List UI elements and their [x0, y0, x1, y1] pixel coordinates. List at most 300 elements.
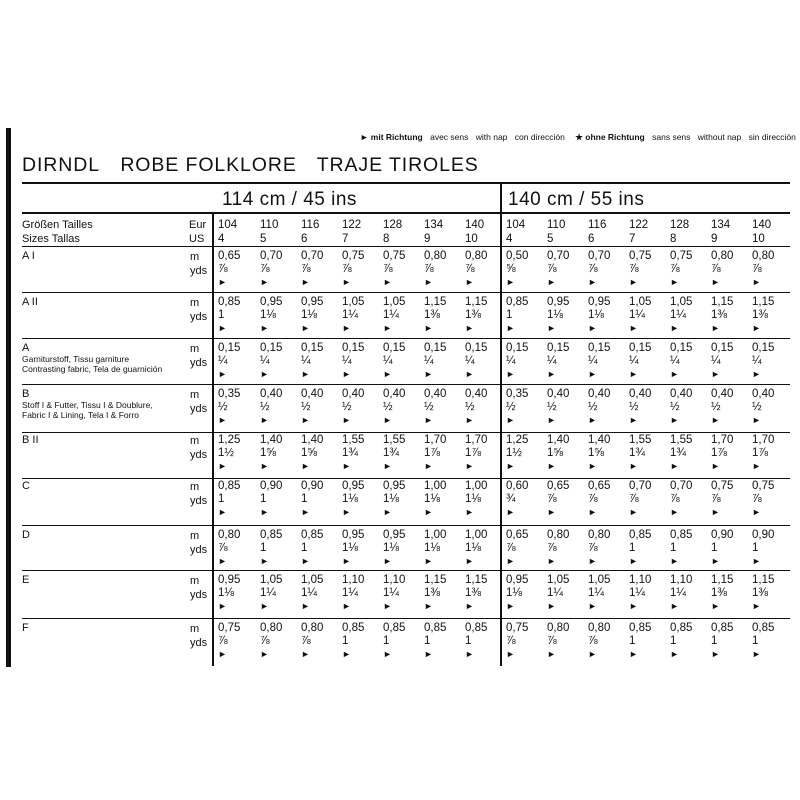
unit-yds: yds	[190, 449, 208, 461]
yards-value: ¼	[629, 355, 639, 367]
yardage-cell	[547, 480, 569, 519]
meters-value: 1,15	[711, 574, 734, 586]
yards-value: 1⅜	[711, 587, 727, 599]
with-nap-arrow-icon: ►	[424, 415, 433, 425]
with-nap-fr: avec sens	[430, 132, 469, 142]
unit-m: m	[190, 481, 200, 493]
meters-value: 0,40	[547, 388, 570, 400]
yardage-cell	[629, 529, 651, 568]
yardage-cell	[301, 622, 323, 661]
yardage-cell	[424, 574, 446, 613]
with-nap-arrow-icon: ►	[670, 556, 679, 566]
yards-value: 1	[260, 493, 267, 505]
with-nap-arrow-icon: ►	[711, 277, 720, 287]
yards-value: ¼	[547, 355, 557, 367]
meters-value: 0,40	[383, 388, 406, 400]
with-nap-arrow-icon: ►	[588, 323, 597, 333]
yardage-cell	[342, 296, 364, 335]
yards-value: ⅞	[218, 263, 228, 275]
meters-value: 1,25	[506, 434, 529, 446]
meters-value: 0,80	[218, 529, 241, 541]
yards-value: ⅞	[383, 263, 393, 275]
yards-value: ⅞	[588, 493, 598, 505]
size-us: 7	[342, 233, 349, 245]
with-nap-arrow-icon: ►	[547, 461, 556, 471]
yardage-cell	[629, 574, 651, 613]
size-header-line1: Größen Tailles	[22, 219, 93, 231]
yards-value: ⅞	[670, 493, 680, 505]
yardage-cell	[218, 250, 240, 289]
meters-value: 0,95	[342, 529, 365, 541]
yardage-cell	[670, 250, 692, 289]
with-nap-arrow-icon: ►	[218, 323, 227, 333]
yardage-cell	[218, 296, 240, 335]
with-nap-arrow-icon: ►	[588, 556, 597, 566]
piece-name: C	[22, 480, 30, 492]
size-column-header	[465, 218, 484, 246]
with-nap-arrow-icon: ►	[301, 415, 310, 425]
yards-value: ⅞	[547, 493, 557, 505]
yards-value: 1	[218, 493, 225, 505]
yards-value: 1¼	[629, 587, 645, 599]
meters-value: 1,70	[424, 434, 447, 446]
yardage-cell	[260, 342, 282, 381]
with-nap-arrow-icon: ►	[342, 601, 351, 611]
with-nap-arrow-icon: ►	[670, 461, 679, 471]
piece-name: E	[22, 574, 30, 586]
size-eur: 104	[506, 219, 526, 231]
with-nap-arrow-icon: ►	[218, 277, 227, 287]
yards-value: ½	[465, 401, 475, 413]
with-nap-arrow-icon: ►	[588, 461, 597, 471]
yards-value: 1	[342, 635, 349, 647]
size-us: 4	[218, 233, 225, 245]
yardage-cell	[342, 480, 364, 519]
yards-value: 1¼	[670, 309, 686, 321]
yards-value: ⅞	[506, 635, 516, 647]
with-nap-arrow-icon: ►	[424, 461, 433, 471]
with-nap-arrow-icon: ►	[588, 649, 597, 659]
title-de: DIRNDL	[22, 154, 100, 176]
meters-value: 0,95	[301, 296, 324, 308]
yardage-cell	[342, 574, 364, 613]
yardage-cell	[629, 296, 651, 335]
size-eur: 104	[218, 219, 238, 231]
size-column-header	[588, 218, 606, 246]
piece-name: B II	[22, 434, 39, 446]
yardage-cell	[711, 529, 733, 568]
meters-value: 0,80	[752, 250, 775, 262]
yards-value: ½	[670, 401, 680, 413]
with-nap-arrow-icon: ►	[383, 556, 392, 566]
with-nap-arrow-icon: ►	[752, 556, 761, 566]
with-nap-arrow-icon: ►	[465, 556, 474, 566]
yardage-cell	[752, 480, 774, 519]
yardage-cell	[465, 388, 487, 427]
size-eur: 116	[301, 219, 320, 231]
with-nap-arrow-icon: ►	[342, 649, 351, 659]
without-nap-es: sin dirección	[748, 132, 796, 142]
unit-m: m	[190, 530, 200, 542]
yards-value: 1⅛	[301, 309, 317, 321]
unit-yds: yds	[190, 265, 208, 277]
yardage-cell	[301, 434, 323, 473]
with-nap-arrow-icon: ►	[383, 323, 392, 333]
meters-value: 0,70	[547, 250, 570, 262]
meters-value: 0,85	[218, 480, 241, 492]
yards-value: ⅞	[301, 635, 311, 647]
without-nap-label: ★ ohne Richtung	[575, 132, 645, 142]
meters-value: 0,85	[301, 529, 324, 541]
yards-value: 1⅛	[218, 587, 234, 599]
with-nap-arrow-icon: ►	[301, 323, 310, 333]
with-nap-arrow-icon: ►	[383, 507, 392, 517]
size-us: 6	[588, 233, 595, 245]
meters-value: 0,65	[588, 480, 611, 492]
with-nap-arrow-icon: ►	[342, 556, 351, 566]
meters-value: 0,15	[670, 342, 693, 354]
yards-value: 1¼	[588, 587, 604, 599]
meters-value: 0,40	[465, 388, 488, 400]
with-nap-arrow-icon: ►	[424, 323, 433, 333]
with-nap-arrow-icon: ►	[342, 323, 351, 333]
yardage-cell	[383, 574, 405, 613]
us-label: US	[189, 233, 205, 245]
meters-value: 0,15	[465, 342, 488, 354]
with-nap-arrow-icon: ►	[260, 507, 269, 517]
yards-value: ½	[301, 401, 311, 413]
with-nap-arrow-icon: ►	[301, 277, 310, 287]
meters-value: 1,05	[588, 574, 611, 586]
yardage-cell	[260, 529, 282, 568]
yardage-cell	[752, 388, 774, 427]
yardage-cell	[301, 480, 323, 519]
meters-value: 1,00	[465, 529, 488, 541]
size-eur: 110	[260, 219, 279, 231]
size-column-header	[506, 218, 525, 246]
yards-value: 1¾	[342, 447, 358, 459]
yardage-cell	[301, 250, 323, 289]
with-nap-arrow-icon: ►	[752, 323, 761, 333]
with-nap-arrow-icon: ►	[629, 507, 638, 517]
yardage-cell	[588, 529, 610, 568]
meters-value: 0,65	[547, 480, 570, 492]
yardage-cell	[424, 296, 446, 335]
yards-value: ⅞	[260, 263, 270, 275]
yardage-cell	[260, 480, 282, 519]
with-nap-arrow-icon: ►	[629, 323, 638, 333]
yardage-cell	[218, 529, 240, 568]
meters-value: 0,65	[218, 250, 241, 262]
with-nap-label: ► mit Richtung	[360, 132, 423, 142]
row-label	[22, 342, 162, 374]
meters-value: 1,10	[629, 574, 652, 586]
yardage-cell	[629, 480, 651, 519]
yards-value: ½	[752, 401, 762, 413]
with-nap-arrow-icon: ►	[506, 369, 515, 379]
size-eur: 134	[424, 219, 444, 231]
with-nap-arrow-icon: ►	[342, 507, 351, 517]
with-nap-arrow-icon: ►	[301, 369, 310, 379]
with-nap-arrow-icon: ►	[465, 601, 474, 611]
yardage-cell	[301, 342, 323, 381]
meters-value: 0,85	[218, 296, 241, 308]
yardage-cell	[588, 388, 610, 427]
size-column-header	[547, 218, 565, 246]
size-us: 5	[547, 233, 554, 245]
unit-m: m	[190, 297, 200, 309]
size-column-header	[711, 218, 730, 246]
size-eur: 122	[342, 219, 362, 231]
meters-value: 0,80	[588, 622, 611, 634]
with-nap-arrow-icon: ►	[465, 369, 474, 379]
yardage-cell	[547, 296, 569, 335]
size-eur: 134	[711, 219, 731, 231]
with-nap-arrow-icon: ►	[260, 277, 269, 287]
row-separator	[22, 525, 790, 526]
meters-value: 0,40	[670, 388, 693, 400]
with-nap-arrow-icon: ►	[752, 601, 761, 611]
yardage-cell	[465, 529, 487, 568]
size-column-header	[629, 218, 648, 246]
size-system-label	[189, 218, 206, 246]
unit-labels	[190, 574, 207, 602]
meters-value: 0,95	[218, 574, 241, 586]
yards-value: ⅞	[260, 635, 270, 647]
with-nap-arrow-icon: ►	[752, 277, 761, 287]
yards-value: 1⅝	[588, 447, 604, 459]
yardage-cell	[629, 342, 651, 381]
row-separator	[22, 478, 790, 479]
meters-value: 1,05	[547, 574, 570, 586]
meters-value: 0,75	[383, 250, 406, 262]
row-label	[22, 296, 38, 308]
with-nap-arrow-icon: ►	[342, 461, 351, 471]
unit-yds: yds	[190, 637, 208, 649]
with-nap-arrow-icon: ►	[218, 507, 227, 517]
meters-value: 0,60	[506, 480, 529, 492]
yardage-cell	[588, 434, 610, 473]
with-nap-arrow-icon: ►	[506, 601, 515, 611]
with-nap-arrow-icon: ►	[588, 415, 597, 425]
yards-value: 1⅛	[465, 493, 481, 505]
size-column-header	[383, 218, 402, 246]
meters-value: 0,75	[218, 622, 241, 634]
with-nap-arrow-icon: ►	[670, 277, 679, 287]
with-nap-arrow-icon: ►	[752, 461, 761, 471]
unit-yds: yds	[190, 544, 208, 556]
meters-value: 1,05	[629, 296, 652, 308]
with-nap-arrow-icon: ►	[301, 649, 310, 659]
with-nap-arrow-icon: ►	[424, 507, 433, 517]
yardage-cell	[629, 434, 651, 473]
yards-value: 1⅛	[424, 493, 440, 505]
row-separator	[22, 618, 790, 619]
with-nap-arrow-icon: ►	[218, 556, 227, 566]
yardage-cell	[465, 574, 487, 613]
yards-value: 1⅞	[465, 447, 481, 459]
yardage-cell	[342, 622, 364, 661]
with-nap-arrow-icon: ►	[424, 556, 433, 566]
with-nap-arrow-icon: ►	[465, 649, 474, 659]
yards-value: ⅞	[711, 263, 721, 275]
with-nap-arrow-icon: ►	[547, 415, 556, 425]
with-nap-arrow-icon: ►	[670, 323, 679, 333]
title-es: TRAJE TIROLES	[316, 154, 479, 176]
with-nap-arrow-icon: ►	[670, 415, 679, 425]
yardage-cell	[506, 622, 528, 661]
meters-value: 0,15	[752, 342, 775, 354]
title-rule	[22, 182, 790, 184]
meters-value: 0,80	[547, 529, 570, 541]
yards-value: 1¼	[383, 309, 399, 321]
with-nap-arrow-icon: ►	[629, 369, 638, 379]
size-eur: 110	[547, 219, 566, 231]
with-nap-arrow-icon: ►	[465, 277, 474, 287]
meters-value: 0,90	[711, 529, 734, 541]
meters-value: 0,15	[260, 342, 283, 354]
yards-value: 1¾	[670, 447, 686, 459]
with-nap-arrow-icon: ►	[629, 277, 638, 287]
yards-value: ½	[547, 401, 557, 413]
unit-m: m	[190, 389, 200, 401]
with-nap-arrow-icon: ►	[301, 556, 310, 566]
unit-labels	[190, 529, 207, 557]
meters-value: 0,15	[424, 342, 447, 354]
title-fr: ROBE FOLKLORE	[120, 154, 297, 176]
yards-value: ⅞	[547, 542, 557, 554]
yardage-cell	[547, 342, 569, 381]
meters-value: 0,15	[629, 342, 652, 354]
yardage-cell	[424, 250, 446, 289]
yardage-cell	[424, 434, 446, 473]
size-us: 8	[383, 233, 390, 245]
unit-labels	[190, 388, 207, 416]
yardage-cell	[465, 622, 487, 661]
yardage-cell	[424, 342, 446, 381]
yardage-cell	[588, 250, 610, 289]
meters-value: 1,05	[342, 296, 365, 308]
size-us: 9	[424, 233, 431, 245]
with-nap-arrow-icon: ►	[383, 277, 392, 287]
size-eur: 128	[670, 219, 690, 231]
without-nap-fr: sans sens	[652, 132, 691, 142]
meters-value: 0,15	[301, 342, 324, 354]
yardage-cell	[588, 480, 610, 519]
meters-value: 0,85	[752, 622, 775, 634]
with-nap-arrow-icon: ►	[752, 415, 761, 425]
yards-value: 1	[301, 542, 308, 554]
size-eur: 116	[588, 219, 607, 231]
meters-value: 0,95	[260, 296, 283, 308]
meters-value: 0,85	[465, 622, 488, 634]
meters-value: 1,15	[465, 574, 488, 586]
unit-m: m	[190, 251, 200, 263]
yards-value: 1	[629, 635, 636, 647]
yardage-cell	[752, 250, 774, 289]
yardage-cell	[383, 342, 405, 381]
meters-value: 1,15	[424, 296, 447, 308]
meters-value: 0,85	[670, 622, 693, 634]
size-us: 4	[506, 233, 513, 245]
meters-value: 1,05	[260, 574, 283, 586]
yards-value: 1⅜	[752, 587, 768, 599]
yards-value: 1⅝	[547, 447, 563, 459]
with-nap-arrow-icon: ►	[506, 507, 515, 517]
with-nap-arrow-icon: ►	[218, 649, 227, 659]
with-nap-en: with nap	[475, 132, 508, 142]
yards-value: 1	[670, 542, 677, 554]
with-nap-arrow-icon: ►	[711, 601, 720, 611]
meters-value: 0,75	[752, 480, 775, 492]
size-header-line2: Sizes Tallas	[22, 233, 80, 245]
yards-value: 1½	[218, 447, 234, 459]
with-nap-arrow-icon: ►	[711, 369, 720, 379]
size-column-header	[670, 218, 689, 246]
yardage-cell	[547, 434, 569, 473]
with-nap-arrow-icon: ►	[383, 415, 392, 425]
unit-labels	[190, 296, 207, 324]
with-nap-arrow-icon: ►	[260, 556, 269, 566]
with-nap-arrow-icon: ►	[629, 556, 638, 566]
unit-m: m	[190, 435, 200, 447]
with-nap-arrow-icon: ►	[711, 323, 720, 333]
yards-value: 1½	[506, 447, 522, 459]
size-column-header	[342, 218, 361, 246]
yards-value: 1¼	[301, 587, 317, 599]
row-label	[22, 480, 30, 492]
yards-value: 1⅝	[260, 447, 276, 459]
with-nap-arrow-icon: ►	[260, 415, 269, 425]
yards-value: 1	[465, 635, 472, 647]
with-nap-arrow-icon: ►	[218, 415, 227, 425]
yards-value: ¼	[342, 355, 352, 367]
meters-value: 0,75	[670, 250, 693, 262]
yards-value: ⅞	[670, 263, 680, 275]
size-column-header	[218, 218, 237, 246]
with-nap-arrow-icon: ►	[383, 601, 392, 611]
yardage-cell	[629, 388, 651, 427]
yardage-cell	[383, 388, 405, 427]
yards-value: 1¼	[629, 309, 645, 321]
with-nap-arrow-icon: ►	[260, 601, 269, 611]
piece-description: Stoff I & Futter, Tissu I & Doublure,	[22, 400, 153, 410]
unit-m: m	[190, 343, 200, 355]
yardage-cell	[342, 529, 364, 568]
yards-value: 1	[629, 542, 636, 554]
with-nap-arrow-icon: ►	[506, 277, 515, 287]
yards-value: ½	[383, 401, 393, 413]
meters-value: 0,35	[218, 388, 241, 400]
with-nap-arrow-icon: ►	[547, 556, 556, 566]
meters-value: 0,15	[218, 342, 241, 354]
meters-value: 0,40	[629, 388, 652, 400]
yardage-cell	[588, 574, 610, 613]
with-nap-arrow-icon: ►	[547, 369, 556, 379]
meters-value: 0,15	[342, 342, 365, 354]
meters-value: 0,70	[588, 250, 611, 262]
yards-value: 1	[301, 493, 308, 505]
yards-value: 1	[711, 542, 718, 554]
without-nap-en: without nap	[697, 132, 742, 142]
yards-value: 1⅛	[506, 587, 522, 599]
meters-value: 0,95	[588, 296, 611, 308]
yards-value: 1⅜	[711, 309, 727, 321]
yards-value: ½	[588, 401, 598, 413]
yardage-cell	[711, 574, 733, 613]
yards-value: ⅞	[218, 635, 228, 647]
with-nap-arrow-icon: ►	[711, 415, 720, 425]
